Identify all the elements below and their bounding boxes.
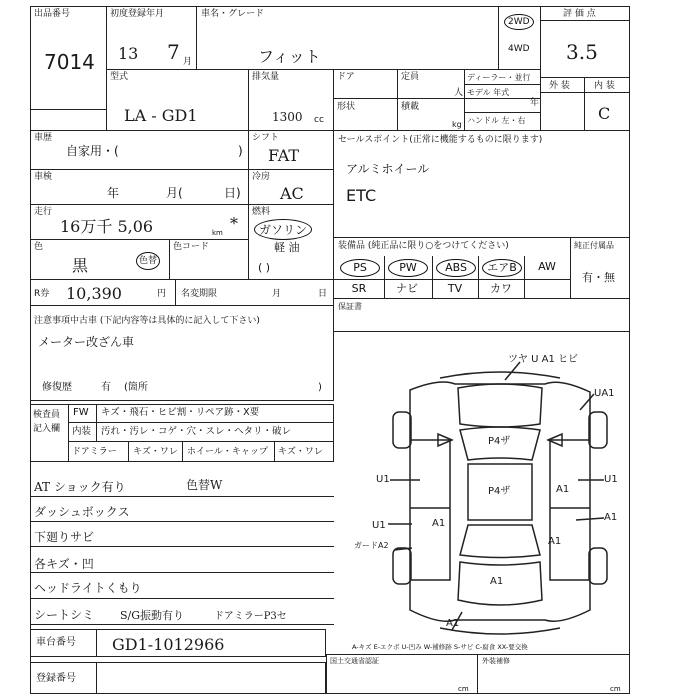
remark-line-6b: S/G振動有り	[120, 609, 185, 622]
usage-label: 車歴	[34, 133, 53, 143]
equipment-title: 装備品 (純正品に限り○をつけてください)	[338, 241, 509, 251]
diagram-body-note: P4ザ	[488, 486, 511, 497]
name-change-month: 月	[272, 289, 282, 299]
displacement-value: 1300	[272, 110, 303, 124]
fuel-value: ガソリン	[254, 219, 312, 240]
model-year-unit: 年	[530, 98, 540, 108]
diagram-top-note: ツヤ U A1 ヒビ	[508, 354, 579, 365]
first-reg-label: 初度登録年月	[110, 9, 165, 19]
history-value: 有	[101, 382, 111, 393]
interior-insp-items: 汚れ・汚レ・コゲ・穴・スレ・ヘタリ・破レ	[101, 426, 292, 437]
fuel-paren: ( )	[258, 261, 271, 274]
chassis-no-label: 車台番号	[36, 637, 76, 648]
drive-2wd: 2WD	[504, 14, 534, 30]
dealer-label: ディーラー・並行	[467, 73, 531, 82]
inspector-label-2: 記入欄	[33, 424, 61, 434]
mileage-unit: km	[212, 229, 223, 237]
notes-title: 注意事項中古車 (下記内容等は具体的に記入して下さい)	[34, 316, 260, 326]
inspection-label: 車検	[34, 172, 53, 182]
supplies-title: 純正付属品	[574, 241, 614, 250]
mirror-items: キズ・ワレ	[133, 447, 178, 457]
model-year-label: モデル 年式	[467, 88, 510, 97]
sales-points-title: セールスポイント(正常に機能するものに限ります)	[338, 135, 543, 145]
sales-points-box	[333, 130, 630, 238]
remark-line-1b: 色替W	[186, 478, 223, 492]
interior-value: C	[598, 104, 611, 123]
mileage-value: 16万千 5,06	[60, 217, 154, 236]
equipment-item: ABS	[436, 259, 476, 277]
name-change-label: 名変期限	[181, 289, 218, 299]
displacement-unit: cc	[314, 115, 324, 125]
inspector-label-1: 検査員	[33, 410, 61, 420]
usage-box	[30, 130, 249, 170]
shape-label: 形状	[337, 102, 356, 112]
warranty-box	[333, 298, 630, 332]
fw-items: キズ・飛石・ヒビ割・リペア跡・X要	[101, 407, 260, 418]
equipment-item: エアB	[482, 259, 522, 277]
history-paren: (箇所	[124, 382, 148, 393]
sales-point-1: アルミホイール	[346, 162, 430, 176]
first-reg-year: 13	[118, 44, 139, 63]
diagram-bottom-note: A1	[446, 618, 460, 629]
diagram-rear: A1	[490, 576, 504, 587]
remark-line-6c: ドアミラーP3セ	[214, 611, 287, 622]
usage-close: )	[238, 144, 243, 158]
inspection-year: 年	[107, 186, 120, 200]
recycle-label: R券	[34, 289, 50, 299]
equipment-item: PS	[340, 259, 380, 277]
inspection-day: 日)	[224, 186, 241, 200]
first-reg-month: 7	[167, 40, 180, 64]
remark-line-5: ヘッドライトくもり	[34, 581, 142, 595]
wheel-label: ホイール・キャップ	[187, 447, 268, 457]
handle-label: ハンドル 左・右	[467, 116, 526, 125]
remark-line-3: 下廻りサビ	[34, 530, 95, 544]
model-label: 車名・グレード	[201, 9, 265, 19]
door-label: ドア	[337, 72, 355, 82]
inspection-month: 月(	[166, 186, 183, 200]
equipment-item: AW	[538, 260, 556, 273]
equipment-divider	[524, 256, 525, 299]
chassis-no-value: GD1-1012966	[112, 635, 225, 654]
lot-value: 7014	[44, 50, 95, 74]
color-code-label: 色コード	[173, 242, 210, 252]
equipment-item: カワ	[490, 282, 512, 295]
reg-no-label: 登録番号	[36, 673, 76, 684]
color-label: 色	[34, 242, 44, 252]
diagram-left-mid: U1	[372, 520, 386, 531]
chassis-code-value: LA - GD1	[124, 106, 198, 125]
box2-label: 外装補修	[482, 657, 510, 665]
load-label: 積載	[401, 102, 420, 112]
recycle-unit: 円	[157, 289, 167, 299]
color-value: 黒	[72, 256, 89, 275]
diagram-right-low: A1	[548, 536, 562, 547]
equipment-divider	[478, 256, 479, 299]
remark-line-4: 各キズ・凹	[34, 557, 94, 571]
model-value: フィット	[258, 47, 321, 66]
interior-label: 内 装	[594, 81, 615, 91]
score-label: 評 価 点	[563, 9, 596, 19]
mileage-mark: *	[230, 214, 238, 233]
inspection-box	[30, 169, 249, 205]
color-change-label: 色替	[136, 252, 160, 270]
mileage-label: 走行	[34, 207, 53, 217]
diagram-center: A1	[604, 512, 618, 523]
remark-line-1: AT ショック有り	[34, 480, 126, 494]
supplies-value: 有・無	[582, 271, 615, 284]
name-change-day: 日	[318, 289, 328, 299]
fw-label: FW	[73, 407, 89, 418]
recycle-value: 10,390	[66, 284, 122, 303]
history-close: )	[318, 382, 322, 393]
diagram-left-front: U1	[376, 474, 390, 485]
mirror-label: ドアミラー	[72, 447, 117, 457]
diagram-left-low: A1	[432, 518, 446, 529]
box1-label: 国土交通省認証	[330, 657, 379, 665]
history-label: 修復歴	[42, 382, 72, 393]
equipment-item: TV	[447, 282, 463, 295]
capacity-unit: 人	[454, 88, 464, 98]
shift-label: シフト	[252, 133, 280, 143]
equipment-item: ナビ	[396, 282, 418, 295]
equipment-divider	[384, 256, 385, 299]
warranty-label: 保証書	[338, 302, 362, 311]
shift-value: FAT	[268, 146, 300, 165]
equipment-divider	[432, 256, 433, 299]
sales-point-2: ETC	[346, 186, 377, 205]
diagram-left-side-note: ガードA2	[354, 541, 389, 550]
first-reg-month-unit: 月	[183, 57, 193, 67]
legend: A-キズ E-エクボ U-凹み W-補修跡 S-サビ C-腐食 XX-要交換	[352, 643, 528, 651]
fuel-alt: 軽 油	[274, 241, 300, 254]
box2-unit: cm	[610, 685, 621, 693]
remark-line-6: シートシミ	[34, 608, 95, 622]
diagram-right-mid: A1	[556, 484, 570, 495]
equipment-item: PW	[388, 259, 428, 277]
diagram-roof-note: P4ザ	[488, 436, 511, 447]
interior-insp-label: 内装	[72, 426, 92, 437]
usage-value: 自家用・(	[66, 144, 119, 158]
diagram-right-top: UA1	[594, 388, 615, 399]
ac-value: AC	[280, 184, 304, 203]
drive-4wd: 4WD	[508, 44, 530, 54]
fuel-label: 燃料	[252, 207, 271, 217]
notes-text: メーター改ざん車	[38, 335, 135, 349]
displacement-label: 排気量	[252, 72, 280, 82]
score-value: 3.5	[566, 40, 598, 64]
diagram-right-u1: U1	[604, 474, 618, 485]
chassis-code-label: 型式	[110, 72, 129, 82]
lot-label: 出品番号	[34, 9, 71, 19]
box1-unit: cm	[458, 685, 469, 693]
exterior-label: 外 装	[549, 81, 570, 91]
remark-line-2: ダッシュボックス	[34, 505, 130, 519]
load-unit: kg	[452, 120, 462, 129]
equipment-item: SR	[351, 282, 367, 295]
wheel-items: キズ・ワレ	[278, 447, 323, 457]
ac-label: 冷房	[252, 172, 271, 182]
capacity-label: 定員	[401, 72, 420, 82]
